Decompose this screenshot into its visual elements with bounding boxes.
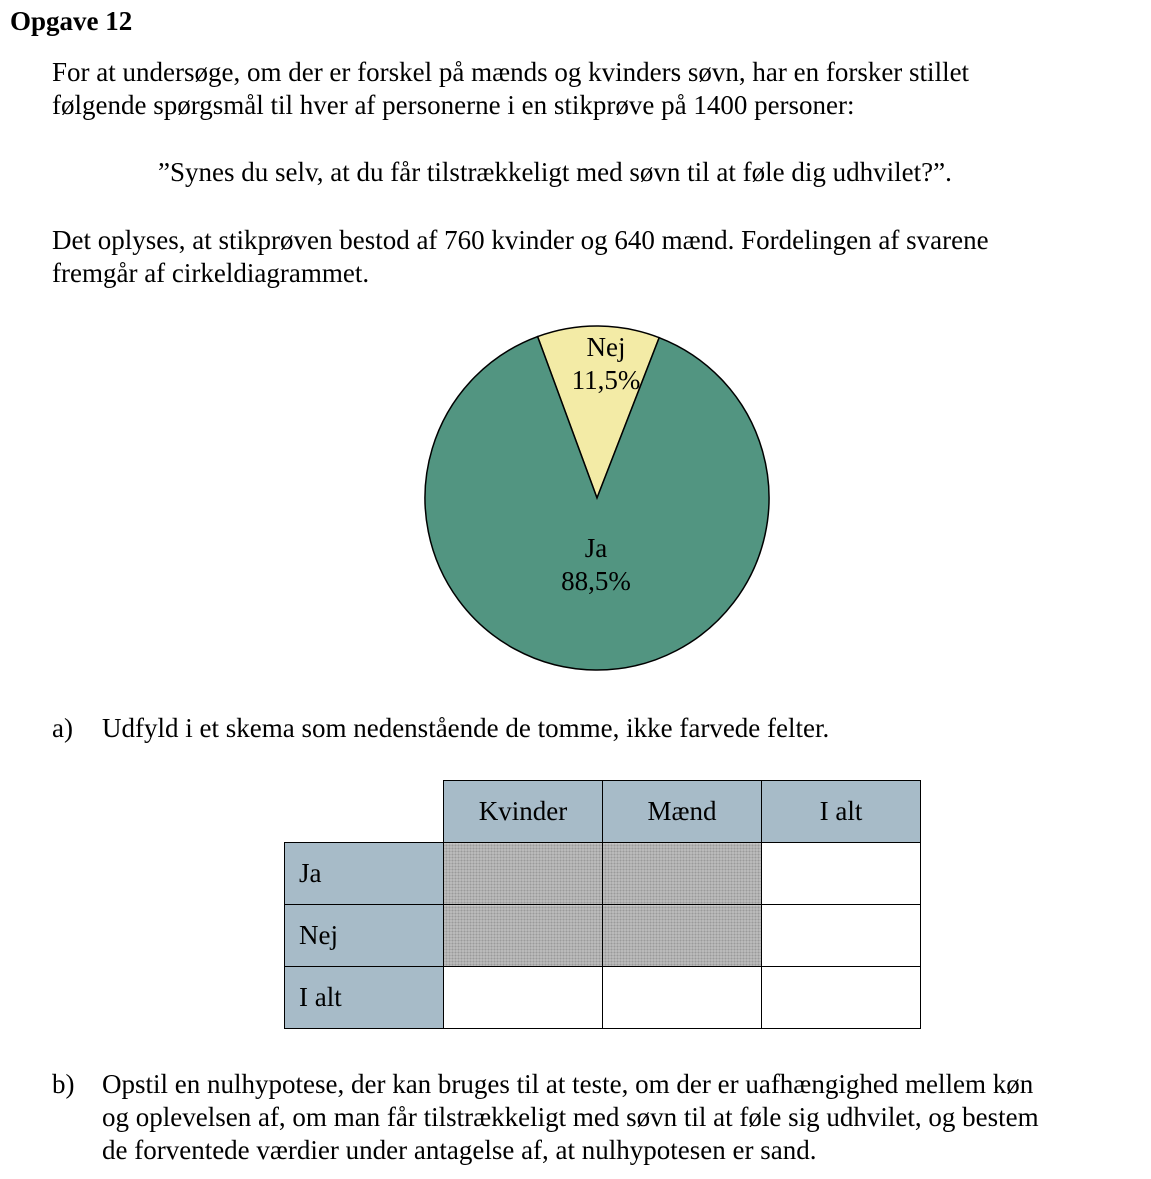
column-header-i-alt: I alt [762,781,921,843]
contingency-table [284,780,921,1029]
empty-cell [444,967,603,1029]
table-header-row [285,781,921,843]
row-header-i-alt: I alt [285,967,444,1029]
slice-value-ja: 88,5% [561,566,631,596]
shaded-cell [603,843,762,905]
table-corner [285,781,444,843]
question-b-line-3: de forventede værdier under antagelse af, at nulhypotesen er sand. [102,1135,817,1165]
exercise-title: Opgave 12 [10,6,133,36]
survey-question-quote: ”Synes du selv, at du får tilstrækkeligt med søvn til at føle dig udhvilet?”. [158,157,952,187]
intro-line-1: For at undersøge, om der er forskel på mænds og kvinders søvn, har en forsker stillet [52,57,970,87]
empty-cell [603,967,762,1029]
shaded-cell [444,843,603,905]
slice-label-ja: Ja [584,533,608,563]
intro-line-2: følgende spørgsmål til hver af personerne i en stikprøve på 1400 personer: [52,90,855,120]
slice-label-nej: Nej [586,332,626,362]
question-b-line-2: og oplevelsen af, om man får tilstrækkeligt med søvn til at føle sig udhvilet, og bestem [102,1102,1039,1132]
column-header-kvinder: Kvinder [444,781,603,843]
table-row-i-alt [285,967,921,1029]
info-line-2: fremgår af cirkeldiagrammet. [52,258,370,288]
shaded-cell [444,905,603,967]
question-a-text: Udfyld i et skema som nedenstående de tomme, ikke farvede felter. [102,713,830,743]
column-header-maend: Mænd [603,781,762,843]
table-row-nej [285,905,921,967]
question-b-text [102,1068,1039,1167]
empty-cell [762,967,921,1029]
row-header-nej: Nej [285,905,444,967]
question-b-line-1: Opstil en nulhypotese, der kan bruges til at teste, om der er uafhængighed mellem køn [102,1069,1034,1099]
question-b-label: b) [52,1069,75,1099]
question-a-label: a) [52,713,73,743]
info-line-1: Det oplyses, at stikprøven bestod af 760 kvinder og 640 mænd. Fordelingen af svarene [52,225,989,255]
row-header-ja: Ja [285,843,444,905]
empty-cell [762,843,921,905]
shaded-cell [603,905,762,967]
table-row-ja [285,843,921,905]
slice-value-nej: 11,5% [571,365,641,395]
empty-cell [762,905,921,967]
